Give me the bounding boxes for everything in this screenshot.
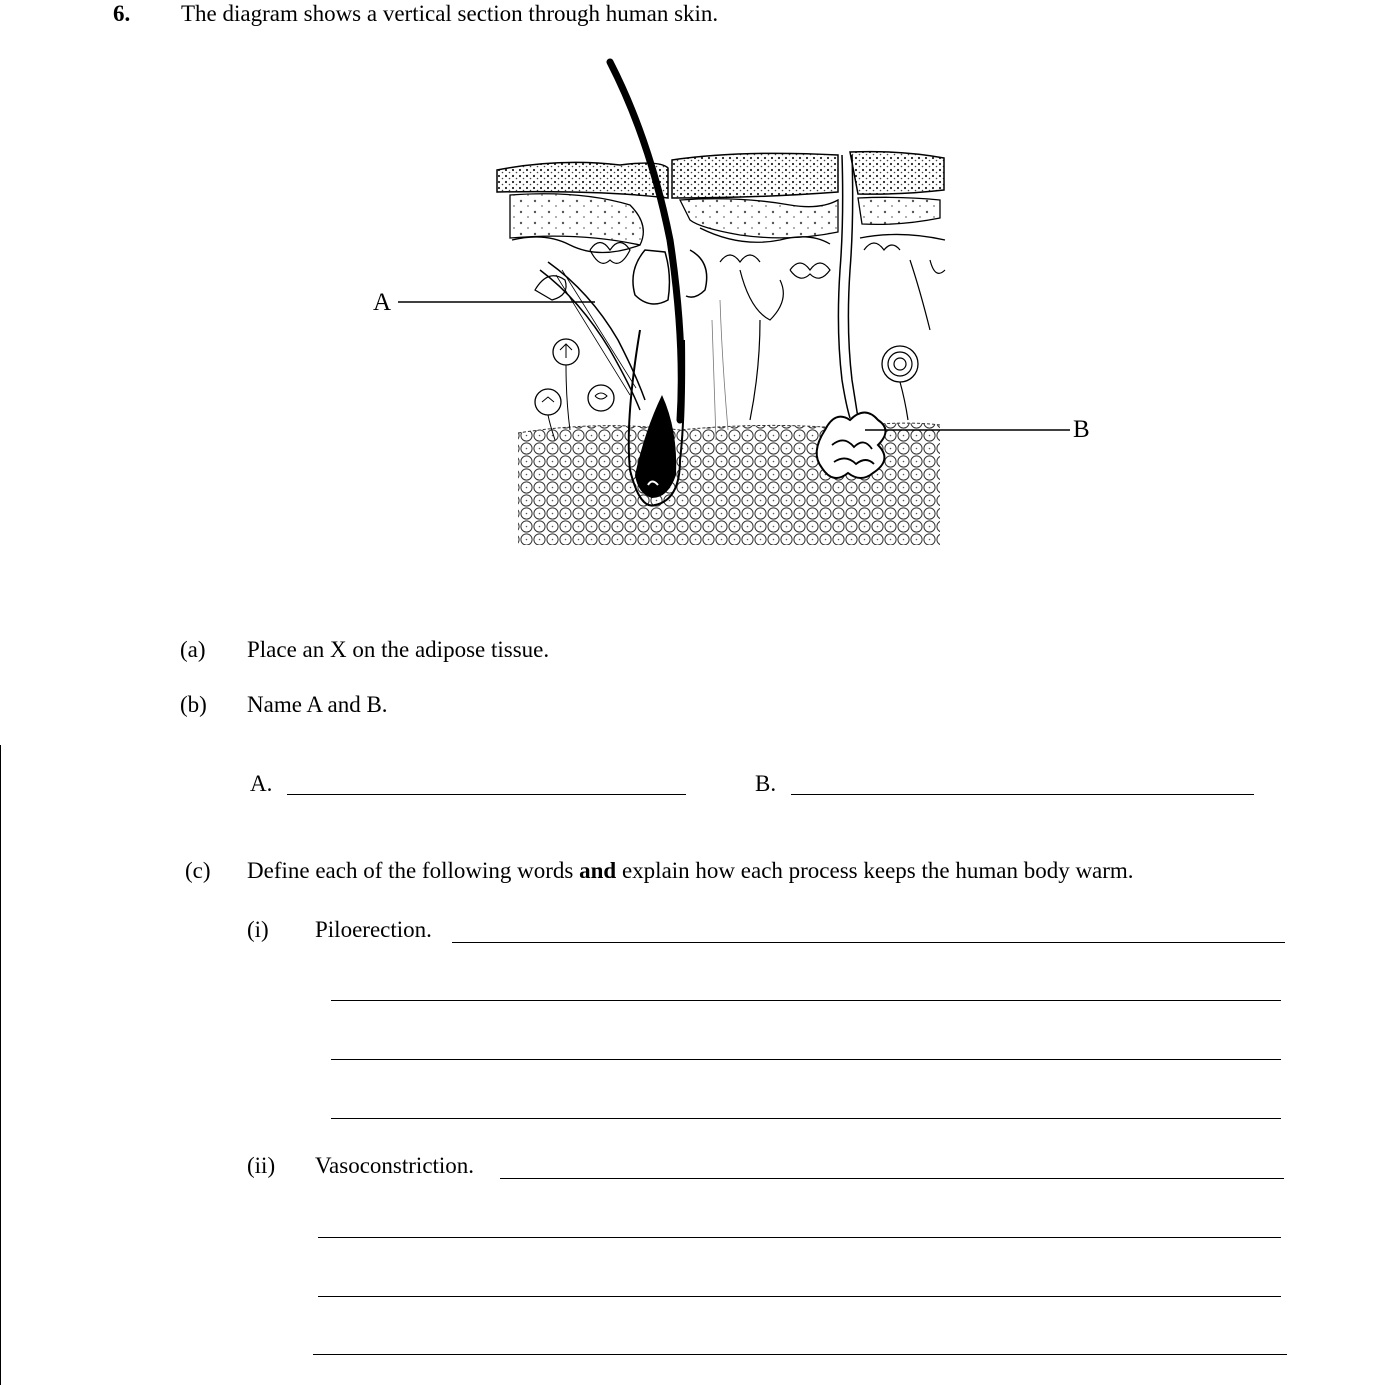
answer-ii-line-1[interactable] (500, 1178, 1284, 1179)
part-c-text (247, 858, 1134, 884)
label-b: B (1073, 416, 1090, 443)
margin-rule (0, 745, 1, 1385)
answer-ii-line-3[interactable] (318, 1296, 1281, 1297)
part-c-text-bold: and (579, 858, 617, 883)
part-c-text-before: Define each of the following words (247, 858, 580, 883)
answer-i-line-4[interactable] (331, 1118, 1281, 1119)
question-number: 6. (113, 1, 131, 26)
sub-i-term: Piloerection. (315, 917, 432, 942)
answer-i-line-1[interactable] (452, 942, 1285, 943)
part-b-marker: (b) (180, 692, 207, 717)
sub-i-marker: (i) (247, 917, 269, 942)
sub-ii-term: Vasoconstriction. (315, 1153, 475, 1178)
answer-ii-line-4[interactable] (313, 1354, 1287, 1355)
answer-a-label: A. (250, 771, 273, 796)
answer-b-line[interactable] (791, 794, 1254, 795)
part-c-marker: (c) (185, 858, 211, 883)
answer-ii-line-2[interactable] (318, 1237, 1281, 1238)
part-c-text-after: explain how each process keeps the human body warm. (616, 858, 1134, 883)
answer-i-line-2[interactable] (331, 1000, 1281, 1001)
answer-i-line-3[interactable] (331, 1059, 1281, 1060)
epidermis-layer (497, 152, 944, 245)
skin-diagram (0, 0, 1389, 600)
question-stem: The diagram shows a vertical section through human skin. (181, 1, 719, 26)
part-a-text: Place an X on the adipose tissue. (247, 637, 550, 662)
part-a-marker: (a) (180, 637, 206, 662)
answer-a-line[interactable] (287, 794, 686, 795)
label-a: A (373, 289, 392, 316)
answer-b-label: B. (755, 771, 777, 796)
sub-ii-marker: (ii) (247, 1153, 276, 1178)
erector-muscle-A (535, 262, 645, 410)
part-b-text: Name A and B. (247, 692, 388, 717)
